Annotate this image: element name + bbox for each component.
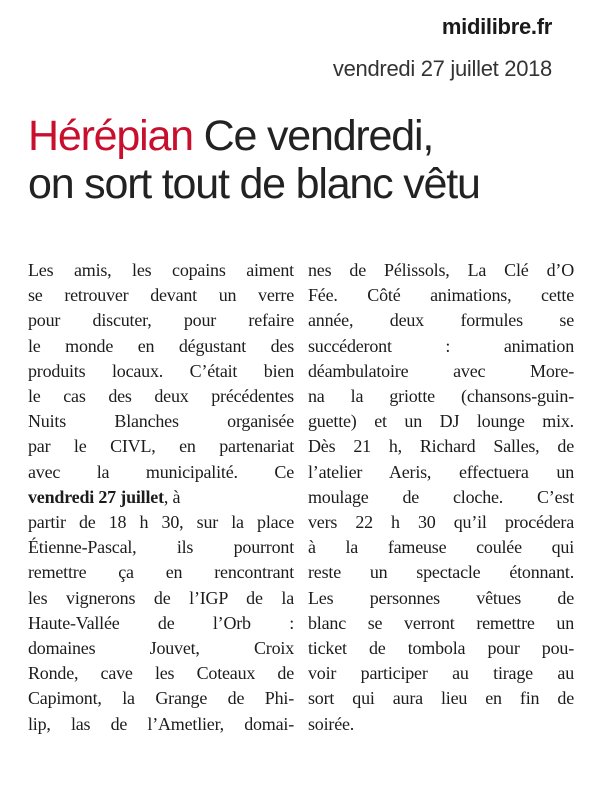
text-line: blanc se verront remettre un bbox=[308, 612, 574, 633]
text-line: Les personnes vêtues de bbox=[308, 587, 574, 608]
headline-title-line2: on sort tout de blanc vêtu bbox=[28, 160, 480, 208]
text-line: sort qui aura lieu en fin de bbox=[308, 688, 574, 709]
text-line: le cas des deux précédentes bbox=[28, 386, 294, 407]
text-line: na la griotte (chansons-guin- bbox=[308, 386, 574, 407]
text-line: Fée. Côté animations, cette bbox=[308, 285, 574, 306]
text-line: produits locaux. C’était bien bbox=[28, 360, 294, 381]
text-line-event-date bbox=[28, 485, 294, 510]
text-line: soirée. bbox=[308, 713, 355, 734]
text-line: Dès 21 h, Richard Salles, de bbox=[308, 436, 574, 457]
text-line: le monde en dégustant des bbox=[28, 335, 294, 356]
text-line: avec la municipalité. Ce bbox=[28, 461, 294, 482]
text-line: déambulatoire avec More- bbox=[308, 360, 574, 381]
text-line: Les amis, les copains aiment bbox=[28, 260, 294, 280]
headline bbox=[28, 112, 588, 208]
headline-place: Hérépian bbox=[28, 112, 193, 160]
text-line: Capimont, la Grange de Phi- bbox=[28, 688, 294, 709]
source-site: midilibre.fr bbox=[441, 14, 552, 39]
text-line: année, deux formules se bbox=[308, 310, 574, 331]
text-line: domaines Jouvet, Croix bbox=[28, 638, 294, 659]
text-line: vers 22 h 30 qu’il procédera bbox=[308, 512, 574, 533]
text-line: Nuits Blanches organisée bbox=[28, 411, 294, 432]
article-column-right bbox=[308, 258, 574, 737]
text-line: se retrouver devant un verre bbox=[28, 285, 294, 306]
text-line: les vignerons de l’IGP de la bbox=[28, 587, 294, 608]
text-line: Haute-Vallée de l’Orb : bbox=[28, 612, 294, 633]
text-line: Étienne-Pascal, ils pourront bbox=[28, 537, 294, 558]
text-line: succéderont : animation bbox=[308, 335, 574, 356]
text-line: par le CIVL, en partenariat bbox=[28, 436, 294, 457]
text-line: pour discuter, pour refaire bbox=[28, 310, 294, 331]
text-line: guette) et un DJ lounge mix. bbox=[308, 411, 574, 432]
text-line: l’atelier Aeris, effectuera un bbox=[308, 461, 574, 482]
text-line: moulage de cloche. C’est bbox=[308, 486, 574, 507]
headline-title-line1: Ce vendredi, bbox=[192, 112, 434, 160]
text-line: nes de Pélissols, La Clé d’O bbox=[308, 260, 574, 280]
event-date: vendredi 27 juillet bbox=[28, 486, 164, 507]
publication-date: vendredi 27 juillet 2018 bbox=[332, 56, 552, 81]
article-column-left bbox=[28, 258, 294, 737]
text-line: ticket de tombola pour pou- bbox=[308, 638, 574, 659]
text-fragment: , à bbox=[163, 486, 181, 507]
text-line: lip, las de l’Ametlier, domai- bbox=[28, 713, 294, 734]
text-line: Ronde, cave les Coteaux de bbox=[28, 663, 294, 684]
text-line: partir de 18 h 30, sur la place bbox=[28, 512, 294, 533]
text-line: remettre ça en rencontrant bbox=[28, 562, 294, 583]
text-line: reste un spectacle étonnant. bbox=[308, 562, 574, 583]
text-line: voir participer au tirage au bbox=[308, 663, 574, 684]
text-line: à la fameuse coulée qui bbox=[308, 537, 574, 558]
